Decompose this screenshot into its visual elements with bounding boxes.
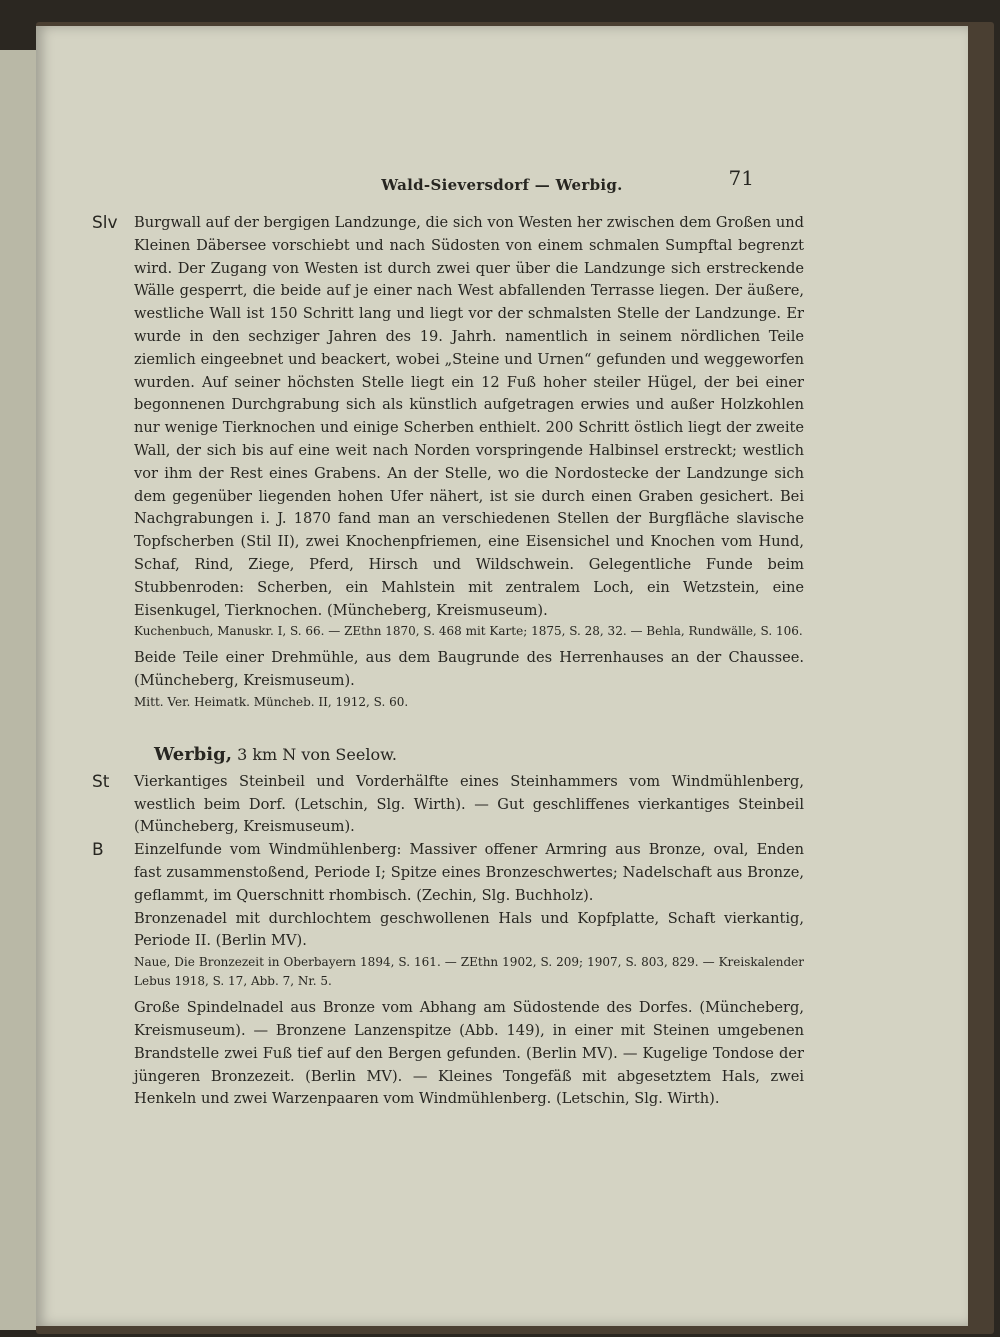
entry-b — [92, 839, 804, 1111]
running-header: Wald-Sieversdorf — Werbig. — [381, 176, 623, 194]
margin-marker-b: B — [92, 840, 104, 861]
reference-bronze: Naue, Die Bronzezeit in Oberbayern 1894, S. 161. — ZEthn 1902, S. 209; 1907, S. 803, 829. — Kreiskalender Lebus 1918, S. 17, Abb. 7, Nr. 5. — [134, 955, 804, 989]
margin-marker-st: St — [92, 771, 110, 792]
page-body — [92, 212, 804, 1111]
paragraph-burgwall: Burgwall auf der bergigen Landzunge, die sich von Westen her zwischen dem Großen und Kleinen Däbersee vorschiebt und nach Südosten von einem schmalen Sumpftal begrenzt wird. Der Zugang von Westen ist durch zwei quer über die Landzunge sich erstreckende Wälle gesperrt, die beide auf je einer nach West abfallenden Terrasse liegen. Der äußere, westliche Wall ist 150 Schritt lang und liegt vor der schmalsten Stelle der Landzunge. Er wurde in den sechziger Jahren des 19. Jahrh. namentlich in seinem nördlichen Teile ziemlich eingeebnet und beackert, wobei „Steine und Urnen“ gefunden und weggeworfen wurden. Auf seiner höchsten Stelle liegt ein 12 Fuß hoher steiler Hügel, der bei einer begonnenen Durchgrabung sich als künstlich aufgetragen erwies und außer Holzkohlen nur wenige Tierknochen und einige Scherben enthielt. 200 Schritt östlich liegt der zweite Wall, der sich bis auf eine weit nach Norden vorspringende Halbinsel erstreckt; westlich vor ihm der Rest eines Grabens. An der Stelle, wo die Nordostecke der Landzunge sich dem gegenüber liegenden hohen Ufer nähert, ist sie durch einen Graben gesichert. Bei Nachgrabungen i. J. 1870 fand man an verschiedenen Stellen der Burgfläche slavische Topfscherben (Stil II), zwei Knochenpfriemen, eine Eisensichel und Knochen vom Hund, Schaf, Rind, Ziege, Pferd, Hirsch und Wildschwein. Gelegentliche Funde beim Stubbenroden: Scherben, ein Mahlstein mit zentralem Loch, ein Wetzstein, eine Eisenkugel, Tierknochen. (Müncheberg, Kreismuseum). — [134, 214, 804, 619]
reference-drehmuehle: Mitt. Ver. Heimatk. Müncheb. II, 1912, S. 60. — [134, 694, 409, 709]
reference-burgwall: Kuchenbuch, Manuskr. I, S. 66. — ZEthn 1870, S. 468 mit Karte; 1875, S. 28, 32. — Behla, Rundwälle, S. 106. — [134, 624, 803, 639]
paragraph-spindelnadel: Große Spindelnadel aus Bronze vom Abhang am Südostende des Dorfes. (Müncheberg, Kreismuseum). — Bronzene Lanzenspitze (Abb. 149), in einer mit Steinen umgebenen Brandstelle zwei Fuß tief auf den Bergen gefunden. (Berlin MV). — Kugelige Tondose der jüngeren Bronzezeit. (Berlin MV). — Kleines Tongefäß mit abgesetztem Hals, zwei Henkeln und zwei Warzenpaaren vom Windmühlenberg. (Letschin, Slg. Wirth). — [134, 999, 804, 1108]
margin-marker-slv: Slv — [92, 213, 118, 233]
werbig-name: Werbig, — [154, 743, 232, 765]
page-number: 71 — [728, 166, 754, 190]
facing-page-edge — [0, 50, 38, 1330]
paragraph-bronzenadel: Bronzenadel mit durchlochtem geschwollenen Hals und Kopfplatte, Schaft vierkantig, Periode II. (Berlin MV). — [134, 909, 804, 950]
entry-st — [92, 771, 804, 839]
werbig-location: 3 km N von Seelow. — [237, 744, 397, 764]
paragraph-drehmuehle: Beide Teile einer Drehmühle, aus dem Baugrunde des Herrenhauses an der Chaussee. (Müncheberg, Kreismuseum). — [134, 649, 804, 690]
entry-slv — [92, 212, 804, 712]
book-page — [36, 26, 968, 1326]
paragraph-steinbeil: Vierkantiges Steinbeil und Vorderhälfte eines Steinhammers vom Windmühlenberg, westlich beim Dorf. (Letschin, Slg. Wirth). — Gut geschliffenes vierkantiges Steinbeil (Müncheberg, Kreismuseum). — [134, 772, 804, 836]
werbig-heading — [154, 744, 804, 767]
paragraph-einzelfunde: Einzelfunde vom Windmühlenberg: Massiver offener Armring aus Bronze, oval, Enden fast zusammenstoßend, Periode I; Spitze eines Bronzeschwertes; Nadelschaft aus Bronze, geflammt, im Querschnitt rhombisch. (Zechin, Slg. Buchholz). — [134, 841, 804, 904]
